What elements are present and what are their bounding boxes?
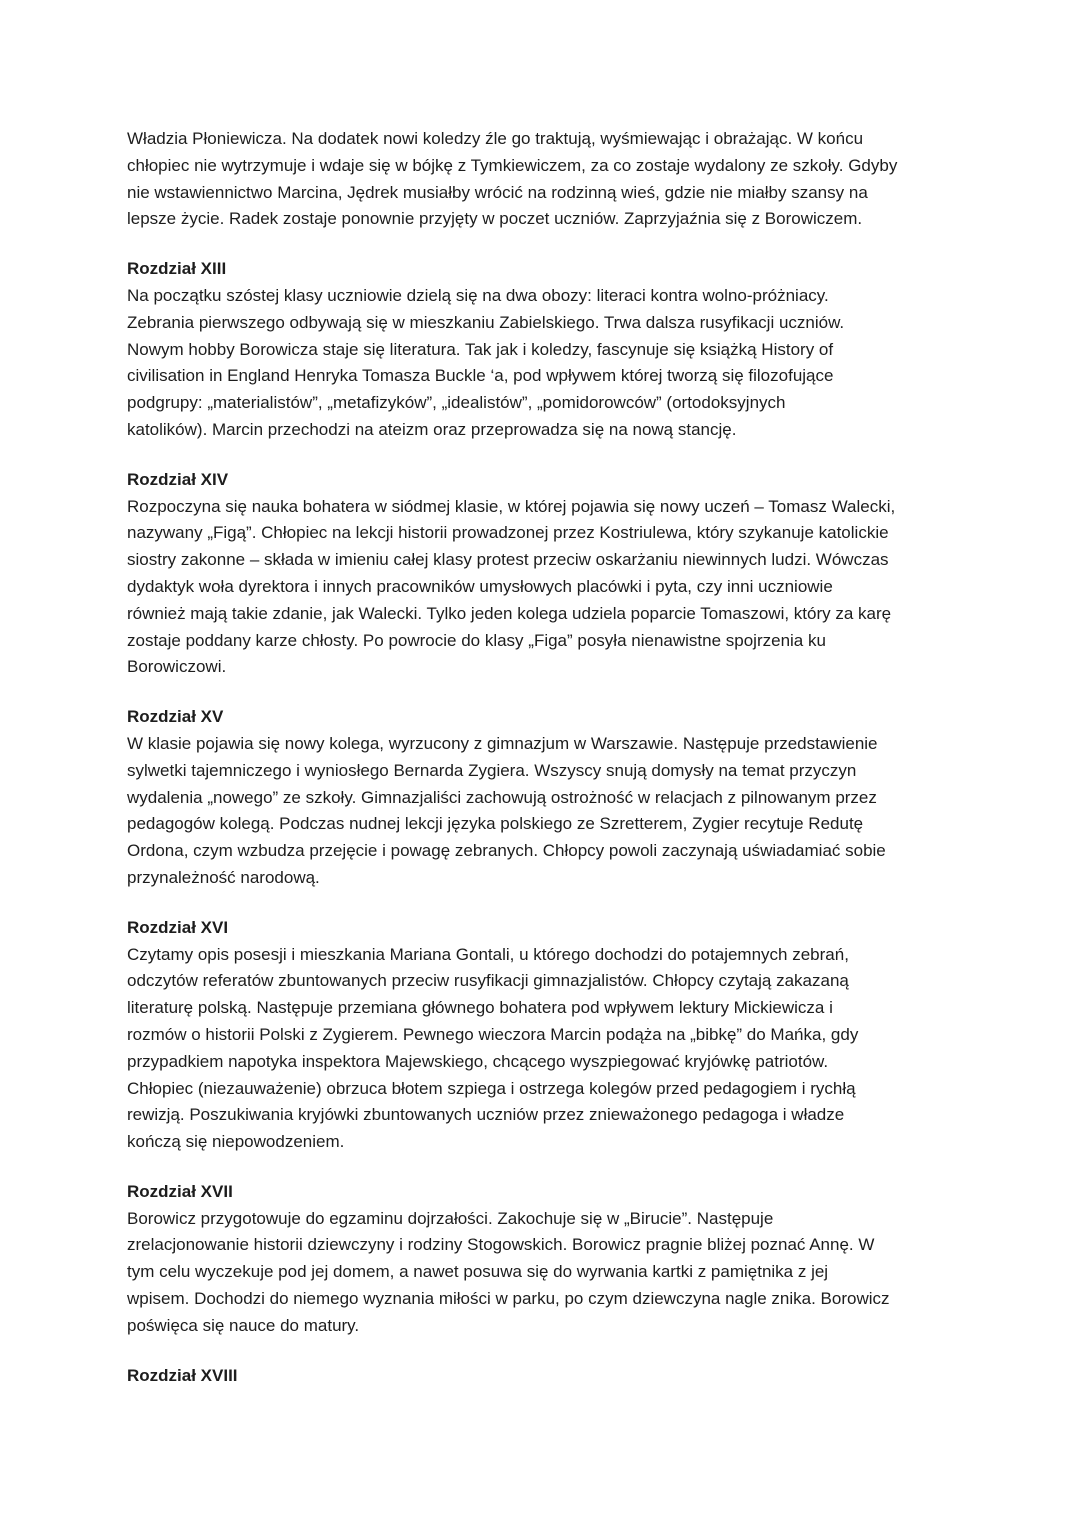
- section-heading: Rozdział XIII: [127, 259, 227, 279]
- text-line: wydalenia „nowego” ze szkoły. Gimnazjaliści zachowują ostrożność w relacjach z pilnowanym przez: [127, 787, 877, 807]
- text-line: Władzia Płoniewicza. Na dodatek nowi koledzy źle go traktują, wyśmiewając i obrażając. W końcu: [127, 129, 864, 148]
- text-line: odczytów referatów zbuntowanych przeciw rusyfikacji gimnazjalistów. Chłopcy czytają zakazaną: [127, 971, 849, 991]
- text-line: zostaje poddany karze chłosty. Po powrocie do klasy „Figa” posyła nienawistne spojrzenia ku: [127, 630, 826, 650]
- text-line: również mają takie zdanie, jak Walecki. Tylko jeden kolega udziela poparcie Tomaszowi, który za karę: [127, 603, 892, 623]
- text-line: kończą się niepowodzeniem.: [127, 1132, 345, 1152]
- text-line: siostry zakonne – składa w imieniu całej klasy protest przeciw oskarżaniu niewinnych ludzi. Wówczas: [127, 550, 889, 570]
- text-line: Nowym hobby Borowicza staje się literatura. Tak jak i koledzy, fascynuje się książką History of: [127, 339, 834, 359]
- text-content: [127, 126, 957, 1412]
- text-line: nazywany „Figą”. Chłopiec na lekcji historii prowadzonej przez Kostriulewa, który szykanuje katolickie: [127, 523, 889, 543]
- text-line: Czytamy opis posesji i mieszkania Mariana Gontali, u którego dochodzi do potajemnych zebrań,: [127, 944, 849, 964]
- text-line: rozmów o historii Polski z Zygierem. Pewnego wieczora Marcin podąża na „bibkę” do Mańka, gdy: [127, 1024, 859, 1044]
- section: [127, 256, 957, 444]
- section: [127, 915, 957, 1156]
- text-line: lepsze życie. Radek zostaje ponownie przyjęty w poczet uczniów. Zaprzyjaźnia się z Borowiczem.: [127, 209, 863, 229]
- text-line: dydaktyk woła dyrektora i innych pracowników umysłowych placówki i pyta, czy inni uczniowie: [127, 576, 833, 596]
- text-line: W klasie pojawia się nowy kolega, wyrzucony z gimnazjum w Warszawie. Następuje przedstawienie: [127, 733, 878, 753]
- text-line: zrelacjonowanie historii dziewczyny i rodziny Stogowskich. Borowicz pragnie bliżej poznać Annę. W: [127, 1235, 875, 1255]
- section: [127, 704, 957, 892]
- section: [127, 467, 957, 681]
- text-line: rewizją. Poszukiwania kryjówki zbuntowanych uczniów przez znieważonego pedagoga i władze: [127, 1105, 845, 1125]
- text-line: sylwetki tajemniczego i wyniosłego Bernarda Zygiera. Wszyscy snują domysły na temat przyczyn: [127, 760, 857, 780]
- section: [127, 126, 957, 233]
- text-line: Na początku szóstej klasy uczniowie dzielą się na dwa obozy: literaci kontra wolno-próżniacy.: [127, 285, 829, 305]
- text-line: wpisem. Dochodzi do niemego wyznania miłości w parku, po czym dziewczyna nagle znika. Borowicz: [127, 1289, 890, 1309]
- section: [127, 1363, 957, 1390]
- section-heading: Rozdział XVII: [127, 1181, 233, 1201]
- text-line: Ordona, czym wzbudza przejęcie i powagę zebranych. Chłopcy powoli zaczynają uświadamiać sobie: [127, 841, 886, 861]
- section-heading: Rozdział XVI: [127, 917, 229, 937]
- text-line: nie wstawiennictwo Marcina, Jędrek musiałby wrócić na rodzinną wieś, gdzie nie miałby szansy na: [127, 182, 868, 202]
- text-line: podgrupy: „materialistów”, „metafizyków”, „idealistów”, „pomidorowców” (ortodoksyjnych: [127, 393, 786, 413]
- section-heading: Rozdział XIV: [127, 469, 229, 489]
- text-line: poświęca się nauce do matury.: [127, 1315, 360, 1335]
- text-line: chłopiec nie wytrzymuje i wdaje się w bójkę z Tymkiewiczem, za co zostaje wydalony ze szkoły. Gdyby: [127, 155, 898, 175]
- text-line: tym celu wyczekuje pod jej domem, a nawet posuwa się do wyrwania kartki z pamiętnika z jej: [127, 1262, 829, 1282]
- section-heading: Rozdział XV: [127, 707, 224, 727]
- text-line: literaturę polską. Następuje przemiana głównego bohatera pod wpływem lektury Mickiewicza i: [127, 998, 833, 1018]
- text-line: przynależność narodową.: [127, 867, 320, 887]
- section-heading: Rozdział XVIII: [127, 1365, 238, 1385]
- text-line: Zebrania pierwszego odbywają się w mieszkaniu Zabielskiego. Trwa dalsza rusyfikacji uczniów.: [127, 312, 845, 332]
- text-line: Chłopiec (niezauważenie) obrzuca błotem szpiega i ostrzega kolegów przed pedagogiem i rychłą: [127, 1078, 856, 1098]
- text-line: Borowicz przygotowuje do egzaminu dojrzałości. Zakochuje się w „Birucie”. Następuje: [127, 1208, 774, 1228]
- text-line: Rozpoczyna się nauka bohatera w siódmej klasie, w której pojawia się nowy uczeń – Tomasz Walecki,: [127, 496, 896, 516]
- section: [127, 1179, 957, 1340]
- text-line: civilisation in England Henryka Tomasza Buckle ‘a, pod wpływem której tworzą się filozofujące: [127, 366, 834, 386]
- text-line: katolików). Marcin przechodzi na ateizm oraz przeprowadza się na nową stancję.: [127, 419, 737, 439]
- text-line: przypadkiem napotyka inspektora Majewskiego, chcącego wyszpiegować kryjówkę patriotów.: [127, 1051, 829, 1071]
- text-line: Borowiczowi.: [127, 657, 227, 677]
- text-line: pedagogów kolegą. Podczas nudnej lekcji języka polskiego ze Szretterem, Zygier recytuje Redutę: [127, 814, 864, 834]
